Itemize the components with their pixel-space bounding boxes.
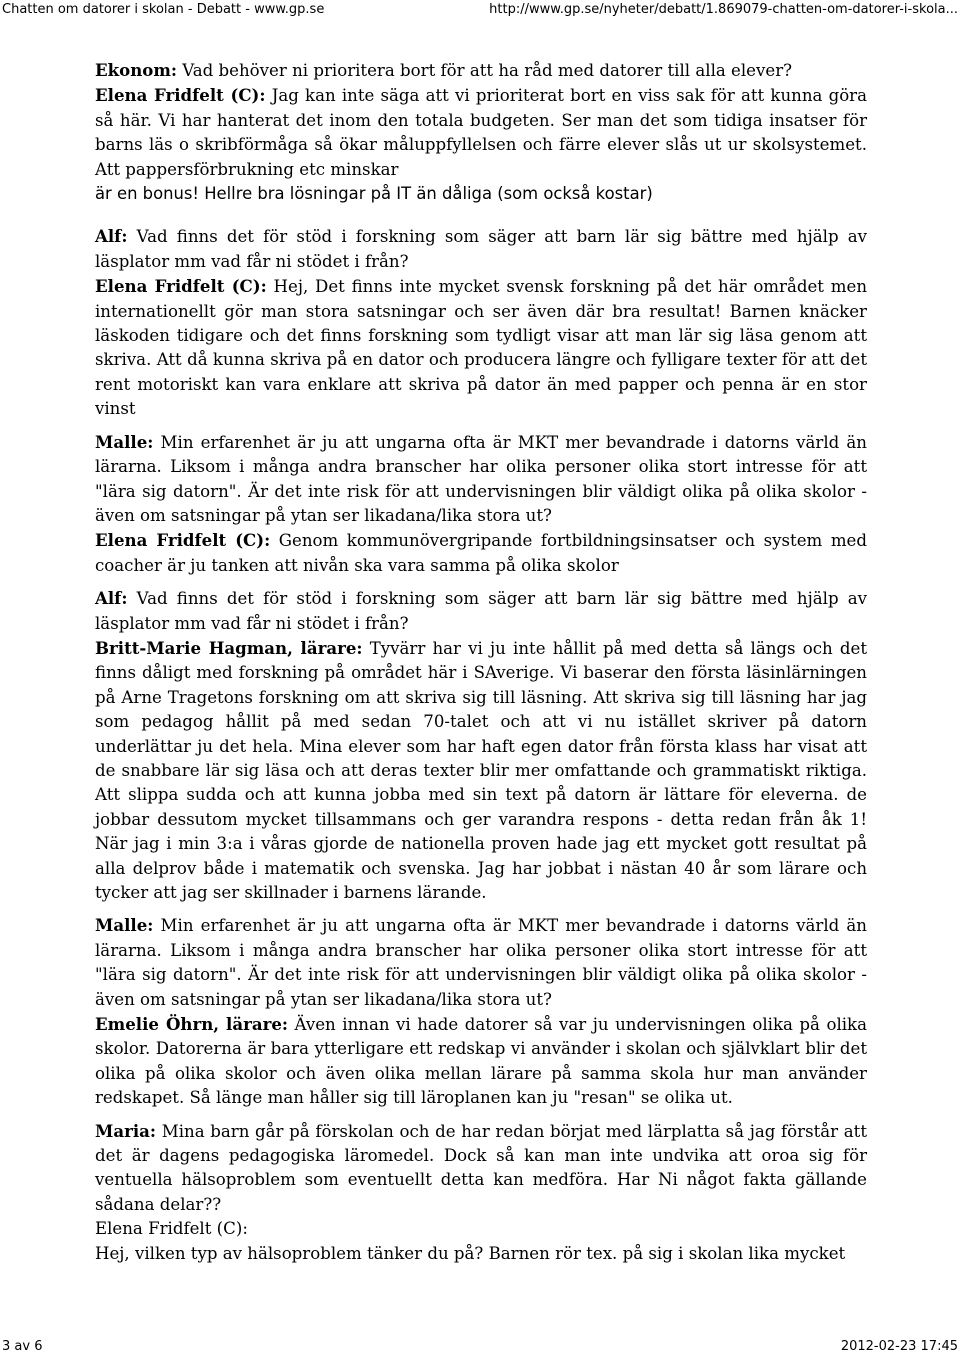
speaker-label: Alf: <box>95 588 128 609</box>
speaker-label: Ekonom: <box>95 60 178 80</box>
entry-elena-4-speaker <box>95 1217 867 1241</box>
speaker-label: Elena Fridfelt (C): <box>95 85 266 106</box>
entry-emelie <box>95 1012 867 1111</box>
entry-text: Genom kommunövergripande fortbildningsinsatser och system med coacher är ju tanken att nivån ska vara samma på olika skolor <box>95 531 867 575</box>
speaker-label: Elena Fridfelt (C): <box>95 276 267 297</box>
speaker-label: Malle: <box>95 915 154 936</box>
entry-ekonom <box>95 58 867 83</box>
speaker-label: Emelie Öhrn, lärare: <box>95 1014 289 1035</box>
page-counter: 3 av 6 <box>2 1339 43 1354</box>
speaker-label: Maria: <box>95 1120 157 1141</box>
entry-elena-3 <box>95 528 867 578</box>
entry-text: Min erfarenhet är ju att ungarna ofta är MKT mer bevandrade i datorns värld än lärarna. Liksom i många andra branscher har olika personer olika stort intresse för att "lära sig datorn". Är det inte risk för att undervisningen blir väldigt olika på olika skolor - även om satsningar på ytan ser likadana/lika stora ut? <box>95 432 867 525</box>
page-title: Chatten om datorer i skolan - Debatt - www.gp.se <box>2 2 325 17</box>
page-url: http://www.gp.se/nyheter/debatt/1.869079-chatten-om-datorer-i-skola... <box>489 2 958 17</box>
entry-elena-1-continued <box>95 182 867 206</box>
speaker-label: Elena Fridfelt (C): <box>95 1219 248 1239</box>
speaker-label: Alf: <box>95 226 128 247</box>
entry-malle-1 <box>95 430 867 529</box>
browser-print-header <box>0 0 960 20</box>
entry-britt-marie <box>95 636 867 905</box>
speaker-label: Elena Fridfelt (C): <box>95 530 271 551</box>
speaker-label: Malle: <box>95 431 154 452</box>
entry-elena-1 <box>95 83 867 182</box>
entry-malle-2 <box>95 913 867 1012</box>
entry-maria <box>95 1119 867 1218</box>
entry-text: Vad finns det för stöd i forskning som säger att barn lär sig bättre med hjälp av läsplator mm vad får ni stödet i från? <box>95 589 867 633</box>
entry-text: Vad finns det för stöd i forskning som säger att barn lär sig bättre med hjälp av läsplator mm vad får ni stödet i från? <box>95 227 867 271</box>
browser-print-footer <box>0 1337 960 1357</box>
entry-alf-2 <box>95 586 867 636</box>
entry-text: Jag kan inte säga att vi prioriterat bort en viss sak för att kunna göra så här. Vi har hanterat det inom den totala budgeten. Ser man det som tidiga insatser för barns läs o skribförmåga så ökar måluppfyllelsen och färre elever slås ut ur skolsystemet. Att pappersförbrukning etc minskar <box>95 86 868 179</box>
entry-text: Min erfarenhet är ju att ungarna ofta är MKT mer bevandrade i datorns värld än lärarna. Liksom i många andra branscher har olika personer olika stort intresse för att "lära sig datorn". Är det inte risk för att undervisningen blir väldigt olika på olika skolor - även om satsningar på ytan ser likadana/lika stora ut? <box>95 916 867 1009</box>
entry-text: Hej, vilken typ av hälsoproblem tänker du på? Barnen rör tex. på sig i skolan lika mycket <box>95 1243 846 1263</box>
entry-alf-1 <box>95 224 867 274</box>
entry-text: är en bonus! Hellre bra lösningar på IT än dåliga (som också kostar) <box>95 184 653 204</box>
entry-text: Hej, Det finns inte mycket svensk forskning på det här området men internationellt gör man stora satsningar och ser även där bra resultat! Barnen knäcker läskoden tidigare och det finns forskning som tydligt visar att man lär sig läsa genom att skriva. Att då kunna skriva på en dator och producera längre och fylligare texter för att det rent motoriskt kan vara enklare att skriva på dator än med papper och penna är en stor vinst <box>95 277 868 419</box>
entry-text: Vad behöver ni prioritera bort för att ha råd med datorer till alla elever? <box>177 61 793 80</box>
entry-elena-4 <box>95 1242 867 1266</box>
entry-text: Även innan vi hade datorer så var ju undervisningen olika på olika skolor. Datorerna är bara ytterligare ett redskap vi använder i skolan och självklart blir det olika på olika skolor och även olika mellan lärare på samma skola hur man använder redskapet. Så länge man håller sig till läroplanen kan ju "resan" se olika ut. <box>95 1015 868 1108</box>
chat-transcript <box>95 58 867 1266</box>
print-timestamp: 2012-02-23 17:45 <box>840 1339 958 1354</box>
speaker-label: Britt-Marie Hagman, lärare: <box>95 637 363 658</box>
entry-text: Mina barn går på förskolan och de har redan börjat med lärplatta så jag förstår att det är dagens pedagogiska läromedel. Dock så kan man inte undvika att oroa sig för ventuella hälsoproblem som eventuellt detta kan medföra. Har Ni något fakta gällande sådana delar?? <box>95 1121 867 1214</box>
entry-text: Tyvärr har vi ju inte hållit på med detta så längs och det finns dåligt med forskning på området här i SAverige. Vi baserar den första läsinlärningen på Arne Tragetons forskning om att skriva sig till läsning. Att skriva sig till läsning har jag som pedagog hållit på med sedan 70-talet och att vi nu istället skriver på datorn underlättar ju det hela. Mina elever som har haft egen dator från första klass har visat att de snabbare lär sig läsa och att deras texter blir mer omfattande och grammatiskt riktiga. Att slippa sudda och att kunna jobba med sin text på datorn är lättare för eleverna. de jobbar dessutom mycket tillsammans och ger varandra respons - detta redan från åk 1! När jag i min 3:a i våras gjorde de nationella proven hade jag ett mycket gott resultat på alla delprov både i matematik och svenska. Jag har jobbat i nästan 40 år som lärare och tycker att jag ser skillnader i barnens lärande. <box>95 638 867 902</box>
entry-elena-2 <box>95 274 867 421</box>
